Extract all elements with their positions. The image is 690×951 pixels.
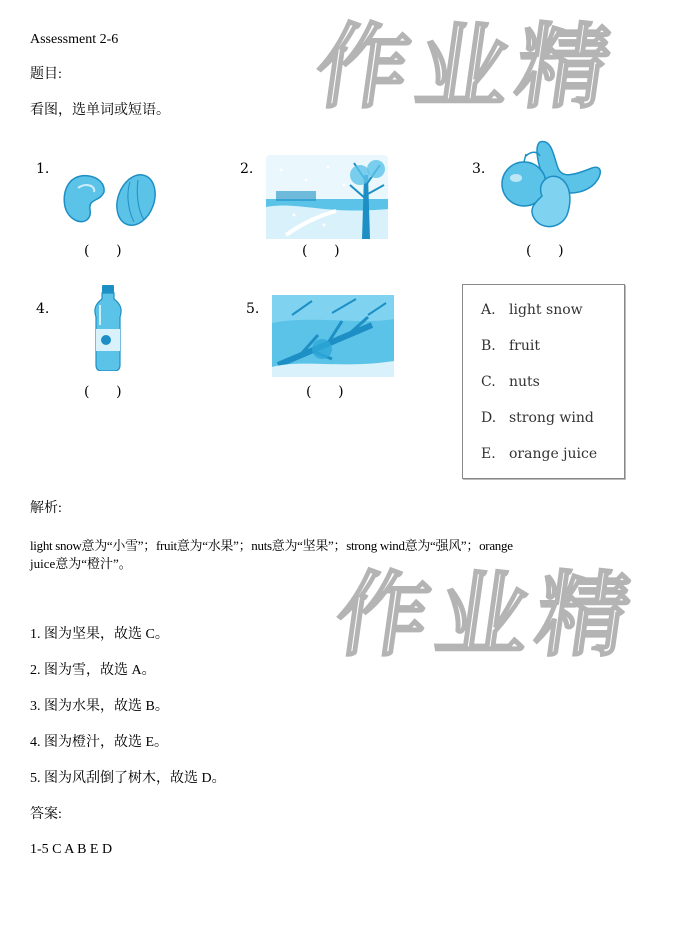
answer-blank-4[interactable]: ( ): [84, 384, 122, 400]
answer-explanation-5: 5. 图为风刮倒了树木，故选 D。: [30, 771, 226, 786]
option-letter: E.: [481, 446, 496, 462]
strong-wind-picture: [272, 295, 394, 377]
option-text: strong wind: [509, 410, 594, 426]
answer-explanation-4: 4. 图为橙汁，故选 E。: [30, 735, 169, 750]
option-b: [481, 338, 540, 354]
answer-explanation-1: 1. 图为坚果，故选 C。: [30, 627, 169, 642]
nuts-picture: [60, 172, 160, 232]
question-label: 题目:: [30, 67, 62, 82]
option-text: orange juice: [509, 446, 598, 462]
option-text: light snow: [509, 302, 583, 318]
option-text: fruit: [509, 338, 540, 354]
option-letter: B.: [481, 338, 496, 354]
analysis-text-line1: light snow意为“小雪”；fruit意为“水果”；nuts意为“坚果”；strong wind意为“强风”；orange: [30, 538, 513, 553]
fruit-picture: [496, 138, 606, 238]
item-number-5: 5.: [246, 301, 260, 317]
options-box: [462, 284, 625, 479]
item-number-4: 4.: [36, 301, 50, 317]
item-number-2: 2.: [240, 161, 254, 177]
option-d: [481, 410, 594, 426]
answer-blank-1[interactable]: ( ): [84, 243, 122, 259]
answer-explanation-3: 3. 图为水果，故选 B。: [30, 699, 169, 714]
option-c: [481, 374, 540, 390]
answer-label: 答案:: [30, 807, 62, 822]
item-number-1: 1.: [36, 161, 50, 177]
answer-blank-3[interactable]: ( ): [526, 243, 564, 259]
option-text: nuts: [509, 374, 540, 390]
option-a: [481, 302, 583, 318]
answer-explanation-2: 2. 图为雪，故选 A。: [30, 663, 156, 678]
answer-blank-5[interactable]: ( ): [306, 384, 344, 400]
juice-bottle-picture: [90, 285, 126, 371]
option-e: [481, 446, 597, 462]
document-title: Assessment 2-6: [30, 32, 119, 47]
analysis-label: 解析:: [30, 501, 62, 516]
option-letter: A.: [481, 302, 496, 318]
option-letter: D.: [481, 410, 497, 426]
option-letter: C.: [481, 374, 496, 390]
analysis-text-line2: juice意为“橙汁”。: [30, 556, 132, 571]
light-snow-picture: [266, 155, 388, 239]
answer-key: 1-5 C A B E D: [30, 842, 113, 857]
watermark-bottom: 作业精: [329, 562, 645, 669]
instruction-text: 看图，选单词或短语。: [30, 103, 170, 118]
watermark-top: 作业精: [309, 14, 625, 121]
item-number-3: 3.: [472, 161, 486, 177]
answer-blank-2[interactable]: ( ): [302, 243, 340, 259]
